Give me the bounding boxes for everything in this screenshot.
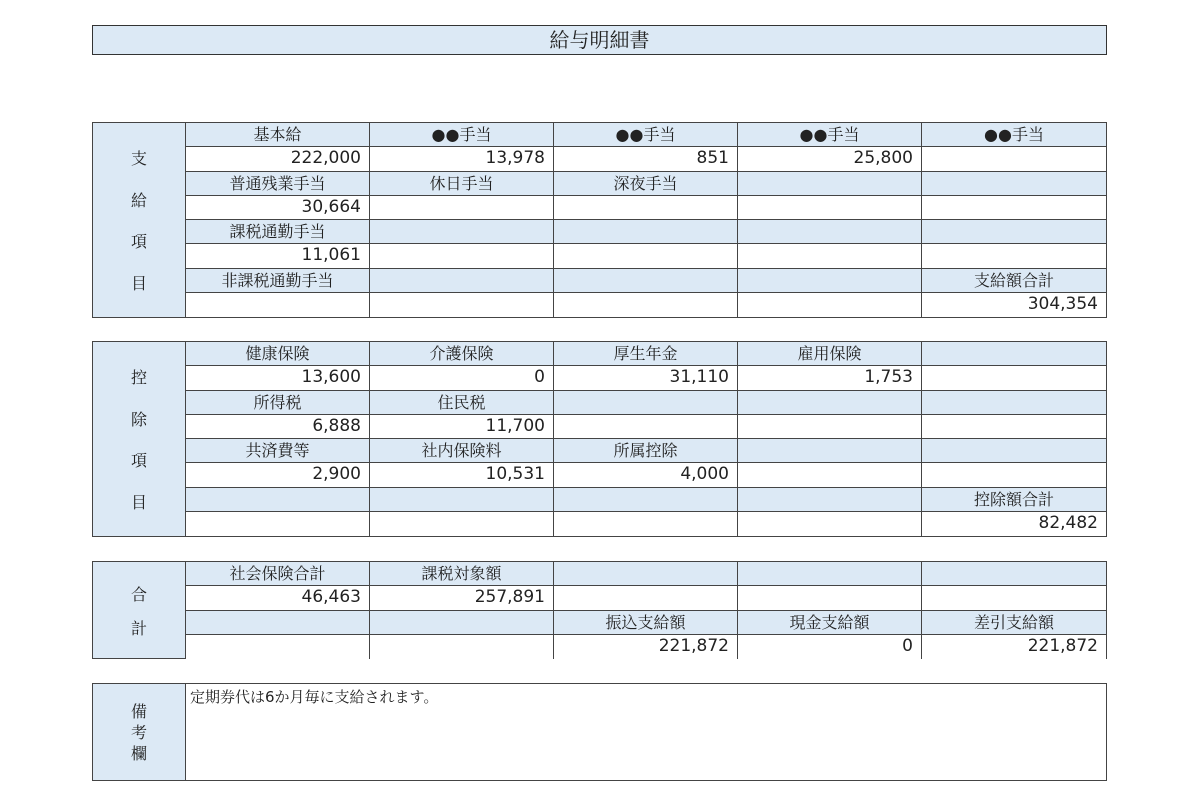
item-label-cell: 共済費等 — [186, 439, 370, 463]
item-value-cell — [186, 293, 370, 317]
page-title: 給与明細書 — [92, 25, 1107, 55]
item-value-cell: 10,531 — [370, 463, 554, 487]
item-value-cell: 31,110 — [554, 366, 738, 390]
item-label-cell — [738, 172, 922, 196]
item-value-cell — [554, 293, 738, 317]
item-value-cell: 221,872 — [554, 635, 738, 659]
remarks-section — [92, 683, 1107, 781]
item-value-cell: 11,700 — [370, 415, 554, 439]
item-value-cell: 2,900 — [186, 463, 370, 487]
section-grid — [186, 342, 1106, 536]
item-value-cell — [554, 586, 738, 610]
side-char: 欄 — [130, 743, 147, 763]
item-value-cell: 851 — [554, 147, 738, 171]
item-value-cell — [186, 512, 370, 536]
item-value-cell: 46,463 — [186, 586, 370, 610]
item-label-cell: 現金支給額 — [738, 611, 922, 635]
item-label-cell: 振込支給額 — [554, 611, 738, 635]
item-value-cell — [738, 512, 922, 536]
item-value-cell: 221,872 — [922, 635, 1106, 659]
item-value-cell: 257,891 — [370, 586, 554, 610]
item-label-cell: 所得税 — [186, 391, 370, 415]
item-value-cell — [738, 196, 922, 220]
item-label-cell — [738, 488, 922, 512]
remarks-text: 定期券代は6か月毎に支給されます。 — [190, 688, 439, 706]
item-label-cell: ●●手当 — [370, 123, 554, 147]
item-label-cell: 社会保険合計 — [186, 562, 370, 586]
side-char: 合 — [130, 584, 147, 604]
item-value-cell — [922, 463, 1106, 487]
item-value-cell: 304,354 — [922, 293, 1106, 317]
item-value-cell: 13,978 — [370, 147, 554, 171]
item-value-cell — [554, 512, 738, 536]
item-value-cell — [738, 293, 922, 317]
item-label-cell: 基本給 — [186, 123, 370, 147]
item-label-cell: 住民税 — [370, 391, 554, 415]
item-label-cell: 厚生年金 — [554, 342, 738, 366]
item-label-cell — [370, 220, 554, 244]
item-label-cell — [186, 611, 370, 635]
item-label-cell — [554, 391, 738, 415]
item-label-cell — [370, 488, 554, 512]
item-label-cell: 休日手当 — [370, 172, 554, 196]
item-label-cell: 普通残業手当 — [186, 172, 370, 196]
item-value-cell — [554, 196, 738, 220]
item-value-cell — [922, 244, 1106, 268]
section-side-label — [93, 562, 186, 658]
item-value-cell: 6,888 — [186, 415, 370, 439]
side-char: 給 — [130, 190, 147, 210]
item-value-cell: 11,061 — [186, 244, 370, 268]
side-char: 考 — [130, 722, 147, 742]
side-char: 計 — [130, 618, 147, 638]
item-value-cell — [554, 415, 738, 439]
item-label-cell — [554, 488, 738, 512]
side-char: 備 — [130, 701, 147, 721]
item-value-cell: 4,000 — [554, 463, 738, 487]
item-label-cell — [738, 269, 922, 293]
item-value-cell: 30,664 — [186, 196, 370, 220]
item-label-cell — [922, 562, 1106, 586]
item-label-cell: 非課税通勤手当 — [186, 269, 370, 293]
item-value-cell — [370, 196, 554, 220]
item-value-cell — [370, 293, 554, 317]
item-label-cell: 課税対象額 — [370, 562, 554, 586]
item-label-cell: ●●手当 — [738, 123, 922, 147]
item-value-cell: 13,600 — [186, 366, 370, 390]
deductions-section — [92, 341, 1107, 537]
item-value-cell — [738, 463, 922, 487]
item-label-cell: 深夜手当 — [554, 172, 738, 196]
item-label-cell — [922, 172, 1106, 196]
section-grid — [186, 123, 1106, 317]
side-char: 項 — [130, 232, 147, 252]
item-label-cell — [922, 220, 1106, 244]
item-value-cell: 0 — [370, 366, 554, 390]
totals-section — [92, 561, 1107, 659]
item-label-cell — [738, 562, 922, 586]
item-label-cell: ●●手当 — [554, 123, 738, 147]
item-label-cell: 社内保険料 — [370, 439, 554, 463]
item-value-cell: 25,800 — [738, 147, 922, 171]
item-label-cell — [186, 488, 370, 512]
item-label-cell — [922, 391, 1106, 415]
section-side-label — [93, 342, 186, 536]
item-label-cell: 控除額合計 — [922, 488, 1106, 512]
item-value-cell: 82,482 — [922, 512, 1106, 536]
item-label-cell — [554, 562, 738, 586]
item-label-cell — [738, 391, 922, 415]
item-value-cell — [738, 415, 922, 439]
item-value-cell — [922, 415, 1106, 439]
side-char: 除 — [130, 409, 147, 429]
item-value-cell — [370, 635, 554, 659]
item-value-cell — [738, 244, 922, 268]
item-label-cell: 支給額合計 — [922, 269, 1106, 293]
item-value-cell — [922, 196, 1106, 220]
item-label-cell — [554, 220, 738, 244]
item-value-cell — [370, 512, 554, 536]
item-label-cell: 差引支給額 — [922, 611, 1106, 635]
side-char: 控 — [130, 368, 147, 388]
item-label-cell — [738, 220, 922, 244]
item-label-cell — [922, 439, 1106, 463]
side-char: 目 — [130, 492, 147, 512]
item-value-cell — [922, 147, 1106, 171]
side-char: 項 — [130, 451, 147, 471]
item-value-cell — [554, 244, 738, 268]
item-label-cell — [922, 342, 1106, 366]
item-value-cell — [922, 586, 1106, 610]
item-value-cell: 0 — [738, 635, 922, 659]
item-value-cell — [922, 366, 1106, 390]
section-side-label — [93, 123, 186, 317]
item-label-cell: ●●手当 — [922, 123, 1106, 147]
item-label-cell: 課税通勤手当 — [186, 220, 370, 244]
item-label-cell — [738, 439, 922, 463]
side-char: 支 — [130, 149, 147, 169]
item-value-cell — [370, 244, 554, 268]
item-label-cell — [370, 611, 554, 635]
item-value-cell — [738, 586, 922, 610]
item-label-cell: 雇用保険 — [738, 342, 922, 366]
item-value-cell: 222,000 — [186, 147, 370, 171]
section-grid — [186, 562, 1106, 658]
item-label-cell — [370, 269, 554, 293]
item-label-cell: 介護保険 — [370, 342, 554, 366]
item-label-cell: 所属控除 — [554, 439, 738, 463]
item-value-cell: 1,753 — [738, 366, 922, 390]
side-char: 目 — [130, 273, 147, 293]
item-label-cell: 健康保険 — [186, 342, 370, 366]
remarks-side-label — [93, 684, 186, 780]
payments-section — [92, 122, 1107, 318]
item-value-cell — [186, 635, 370, 659]
item-label-cell — [554, 269, 738, 293]
